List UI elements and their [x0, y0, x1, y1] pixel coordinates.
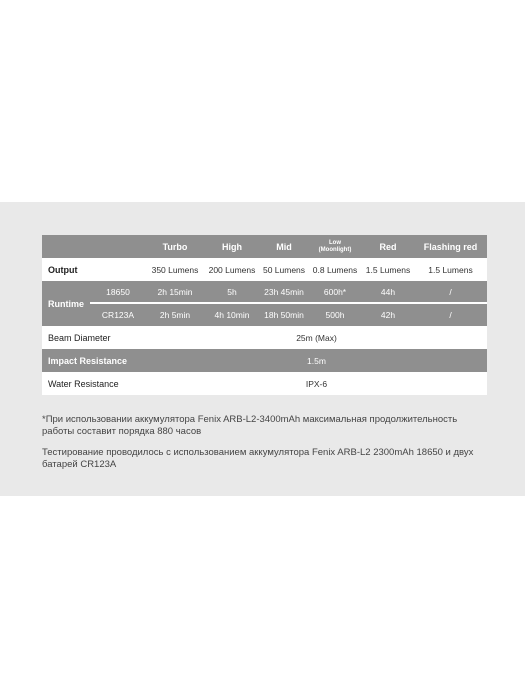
runtime-label: Runtime: [42, 281, 90, 326]
water-resistance-value: IPX-6: [146, 372, 487, 395]
runtime-18650-high: 5h: [204, 281, 260, 303]
footnotes: [42, 414, 487, 480]
water-resistance-label: Water Resistance: [42, 372, 146, 395]
output-turbo: 350 Lumens: [146, 258, 204, 281]
output-red: 1.5 Lumens: [362, 258, 414, 281]
header-low: [308, 235, 362, 258]
runtime-18650-flashing-red: /: [414, 281, 487, 303]
output-row: [42, 258, 487, 281]
header-mid: Mid: [260, 235, 308, 258]
impact-resistance-label: Impact Resistance: [42, 349, 146, 372]
runtime-18650-turbo: 2h 15min: [146, 281, 204, 303]
header-turbo: Turbo: [146, 235, 204, 258]
beam-diameter-label: Beam Diameter: [42, 326, 146, 349]
runtime-18650-red: 44h: [362, 281, 414, 303]
beam-diameter-row: [42, 326, 487, 349]
header-flashing-red: Flashing red: [414, 235, 487, 258]
header-empty-2: [90, 235, 146, 258]
runtime-cr123a-high: 4h 10min: [204, 303, 260, 326]
header-red: Red: [362, 235, 414, 258]
header-high: High: [204, 235, 260, 258]
spec-table: [42, 235, 487, 395]
water-resistance-row: [42, 372, 487, 395]
output-flashing-red: 1.5 Lumens: [414, 258, 487, 281]
output-high: 200 Lumens: [204, 258, 260, 281]
table-header-row: [42, 235, 487, 258]
runtime-cr123a-flashing-red: /: [414, 303, 487, 326]
runtime-cr123a-turbo: 2h 5min: [146, 303, 204, 326]
runtime-row-cr123a: [42, 303, 487, 326]
footnote-testing: Тестирование проводилось с использованием аккумулятора Fenix ARB-L2 2300mAh 18650 и двух батарей CR123A: [42, 447, 474, 470]
runtime-cr123a-red: 42h: [362, 303, 414, 326]
beam-diameter-value: 25m (Max): [146, 326, 487, 349]
header-low-label: Low: [329, 239, 341, 246]
output-mid: 50 Lumens: [260, 258, 308, 281]
header-empty-1: [42, 235, 90, 258]
runtime-18650-low: 600h*: [308, 281, 362, 303]
impact-resistance-row: [42, 349, 487, 372]
runtime-cr123a-low: 500h: [308, 303, 362, 326]
spec-panel: [0, 202, 525, 496]
runtime-battery-18650: 18650: [90, 281, 146, 303]
output-low: 0.8 Lumens: [308, 258, 362, 281]
runtime-cr123a-mid: 18h 50min: [260, 303, 308, 326]
impact-resistance-value: 1.5m: [146, 349, 487, 372]
header-moonlight-label: (Moonlight): [318, 246, 352, 253]
runtime-row-18650: [42, 281, 487, 303]
runtime-18650-mid: 23h 45min: [260, 281, 308, 303]
runtime-battery-cr123a: CR123A: [90, 303, 146, 326]
output-label: Output: [42, 258, 146, 281]
footnote-battery-3400: *При использовании аккумулятора Fenix ARB-L2-3400mAh максимальная продолжительность работы составит порядка 880 часов: [42, 414, 458, 437]
